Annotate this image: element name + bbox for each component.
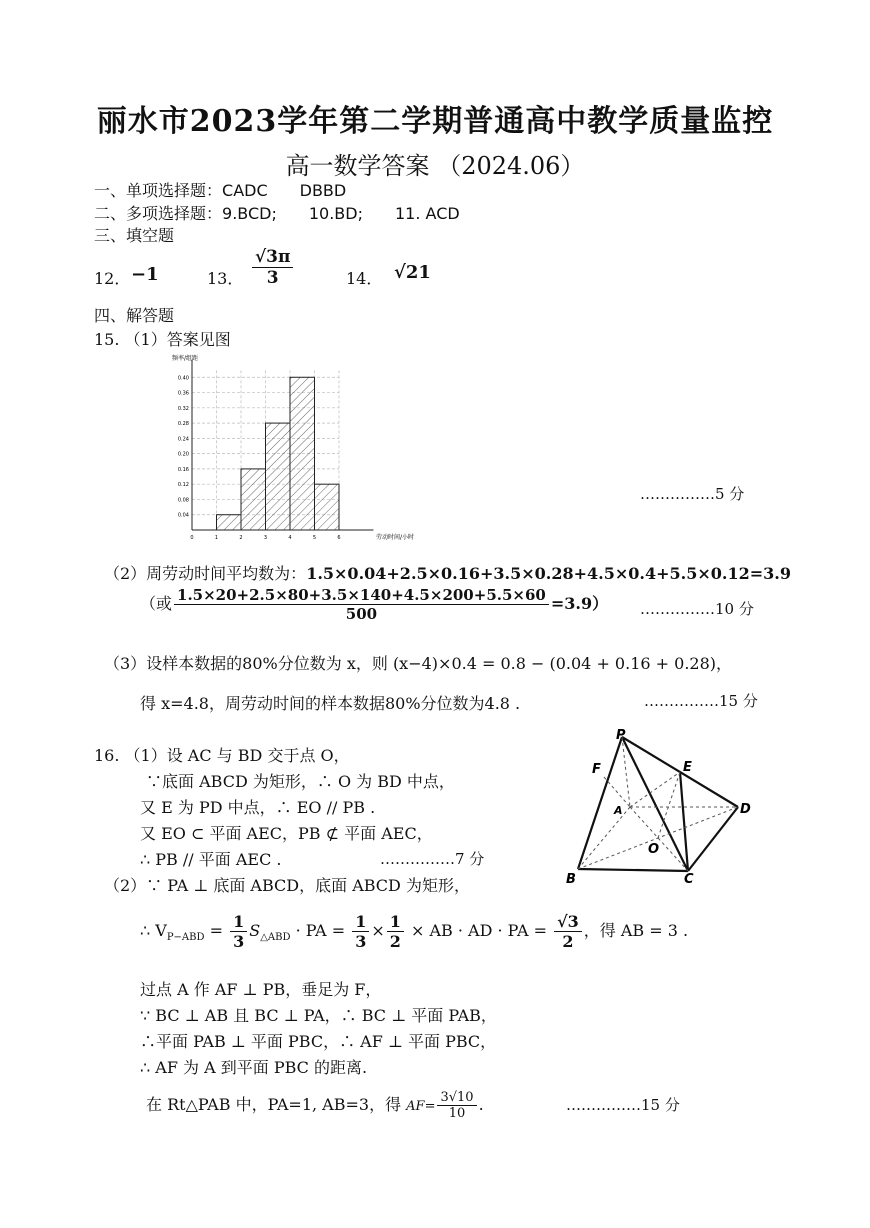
y-tick-label: 0.24 <box>177 436 189 443</box>
q16-line12-text: 在 Rt△PAB 中，PA=1, AB=3，得 <box>146 1095 402 1114</box>
edge-bc <box>578 869 688 871</box>
frac2-num: 1 <box>352 912 369 932</box>
label-a: A <box>614 804 623 817</box>
x-tick-label: 4 <box>288 535 292 541</box>
frac3-den: 2 <box>389 932 401 951</box>
part4-label: 四、解答题 <box>94 306 175 325</box>
q16-line6: （2）∵ PA ⊥ 底面 ABCD，底面 ABCD 为矩形， <box>104 876 470 895</box>
x-tick-label: 6 <box>337 535 341 541</box>
q16-line1: 16. （1）设 AC 与 BD 交于点 O， <box>94 746 350 765</box>
volume-rest: × AB · AD · PA = <box>405 921 553 940</box>
frac1-num: 1 <box>230 912 247 932</box>
volume-pa: · PA = <box>290 921 351 940</box>
part2-label: 二、多项选择题： <box>94 204 223 223</box>
frac4-den: 2 <box>562 932 574 951</box>
q15-p2 <box>104 561 791 584</box>
page-subtitle: 高一数学答案 （2024.06） <box>285 152 585 180</box>
q15-alt-close: =3.9） <box>550 594 609 613</box>
chart-y-ticks <box>178 375 189 518</box>
volume-subscript: P−ABD <box>166 932 205 944</box>
y-tick-label: 0.08 <box>177 497 189 504</box>
q16-line9: ∵ BC ⊥ AB 且 BC ⊥ PA，∴ BC ⊥ 平面 PAB， <box>140 1006 497 1025</box>
part2-row <box>94 201 460 224</box>
q15-alt-denominator: 500 <box>345 605 378 623</box>
histogram-bar <box>241 469 266 530</box>
label-c: C <box>684 872 694 887</box>
volume-tail: ，得 AB = 3 . <box>583 921 689 940</box>
q15-alt-open: （或 <box>140 594 173 613</box>
x-tick-label: 3 <box>263 535 268 541</box>
y-tick-label: 0.16 <box>177 466 189 473</box>
frac3-num: 1 <box>387 912 404 932</box>
area-subscript: △ABD <box>260 932 291 944</box>
q15-score1: ……………5 分 <box>640 485 745 503</box>
part3-label: 三、填空题 <box>94 226 175 245</box>
chart-x-label: 劳动时间/小时 <box>376 534 415 541</box>
label-d: D <box>740 802 751 817</box>
y-tick-label: 0.32 <box>177 405 189 412</box>
q15-p1: 15. （1）答案见图 <box>94 330 231 349</box>
label-b: B <box>566 872 576 887</box>
y-tick-label: 0.04 <box>177 512 189 519</box>
q15-p2-alt <box>140 586 608 623</box>
part1-answers: CADC DBBD <box>222 181 347 200</box>
q16-volume-equation: ∴ $V_{P-ABD}$ = $\frac{1}{3}$ $S_{\triangle ABD}$ · PA = $\frac{1}{3}$ × $\frac{1}{2}$ × AB · AD · PA = $\frac{√3}{2}$ ，得 AB = 3 . <box>140 912 689 951</box>
histogram-bar <box>217 515 242 530</box>
q16-line4: 又 EO ⊂ 平面 AEC，PB ⊄ 平面 AEC， <box>140 824 433 843</box>
q13-numerator: √3π <box>252 247 293 268</box>
q15-score2: ……………10 分 <box>640 600 754 618</box>
label-e: E <box>683 760 692 775</box>
y-tick-label: 0.28 <box>177 421 189 428</box>
frac2-den: 3 <box>355 932 367 951</box>
q14-answer: √21 <box>394 262 431 283</box>
y-tick-label: 0.40 <box>177 375 189 382</box>
frac1-den: 3 <box>233 932 245 951</box>
q15-p3-line1: （3）设样本数据的80%分位数为 x，则 (x−4)×0.4 = 0.8 − (0.04 + 0.16 + 0.28)， <box>104 654 733 673</box>
x-tick-label: 0 <box>190 535 194 541</box>
q16-line3: 又 E 为 PD 中点，∴ EO // PB . <box>140 798 376 817</box>
label-o: O <box>648 842 660 857</box>
q16-line10: ∴平面 PAB ⊥ 平面 PBC，∴ AF ⊥ 平面 PBC， <box>140 1032 497 1051</box>
y-tick-label: 0.20 <box>177 451 189 458</box>
q16-line11: ∴ AF 为 A 到平面 PBC 的距离. <box>140 1058 368 1077</box>
q14-num: 14． <box>346 269 383 288</box>
q16-line8: 过点 A 作 AF ⊥ PB，垂足为 F， <box>140 980 382 999</box>
x-tick-label: 2 <box>239 535 243 541</box>
q16-line12: 在 Rt△PAB 中，PA=1, AB=3，得 AF= $\frac{3√10}{10}$ . <box>146 1090 484 1121</box>
q15-alt-numerator: 1.5×20+2.5×80+3.5×140+4.5×200+5.5×60 <box>174 586 549 605</box>
part2-answers: 9.BCD; 10.BD; 11. ACD <box>222 204 460 223</box>
pyramid-figure <box>560 727 770 887</box>
volume-v: ∴ V <box>140 921 167 940</box>
q13-num: 13． <box>207 269 244 288</box>
diag-ac-dashed <box>630 807 688 871</box>
label-p: P <box>616 728 626 743</box>
af-numerator: 3√10 <box>437 1090 476 1106</box>
q13-denominator: 3 <box>266 268 279 288</box>
histogram-chart <box>164 352 424 547</box>
y-tick-label: 0.12 <box>177 482 189 489</box>
q16-score2: ……………15 分 <box>566 1096 680 1114</box>
part1-row <box>94 178 346 201</box>
q15-p2-expr: 1.5×0.04+2.5×0.16+3.5×0.28+4.5×0.4+5.5×0.12=3.9 <box>306 564 791 583</box>
volume-eq: = <box>204 921 229 940</box>
area-s: S <box>249 921 261 940</box>
q15-score3: ……………15 分 <box>644 692 758 710</box>
af-label: AF= <box>406 1099 436 1114</box>
chart-x-ticks <box>190 535 340 541</box>
q13-answer <box>250 247 295 288</box>
q15-p3-line2: 得 x=4.8，周劳动时间的样本数据80%分位数为4.8 . <box>140 694 521 713</box>
edge-pb <box>578 737 622 869</box>
frac4-num: √3 <box>554 912 582 932</box>
histogram-bar <box>290 377 315 530</box>
q12-num: 12． <box>94 269 131 288</box>
x-tick-label: 5 <box>312 535 317 541</box>
histogram-bar <box>315 484 340 530</box>
af-denominator: 10 <box>448 1106 466 1121</box>
q12-answer: −1 <box>131 264 159 285</box>
x-tick-label: 1 <box>214 535 219 541</box>
q16-line5: ∴ PB // 平面 AEC . <box>140 850 282 869</box>
y-tick-label: 0.36 <box>177 390 189 397</box>
q16-line2: ∵底面 ABCD 为矩形，∴ O 为 BD 中点， <box>146 772 455 791</box>
part1-label: 一、单项选择题： <box>94 181 223 200</box>
page-title: 丽水市2023学年第二学期普通高中教学质量监控 <box>96 104 774 139</box>
histogram-bar <box>266 423 291 530</box>
q16-score1: ……………7 分 <box>380 850 485 868</box>
q15-p2-label: （2）周劳动时间平均数为： <box>104 564 307 583</box>
label-f: F <box>592 762 601 777</box>
chart-y-label: 频率/组距 <box>172 355 199 362</box>
segment-eo-dashed <box>658 772 680 838</box>
